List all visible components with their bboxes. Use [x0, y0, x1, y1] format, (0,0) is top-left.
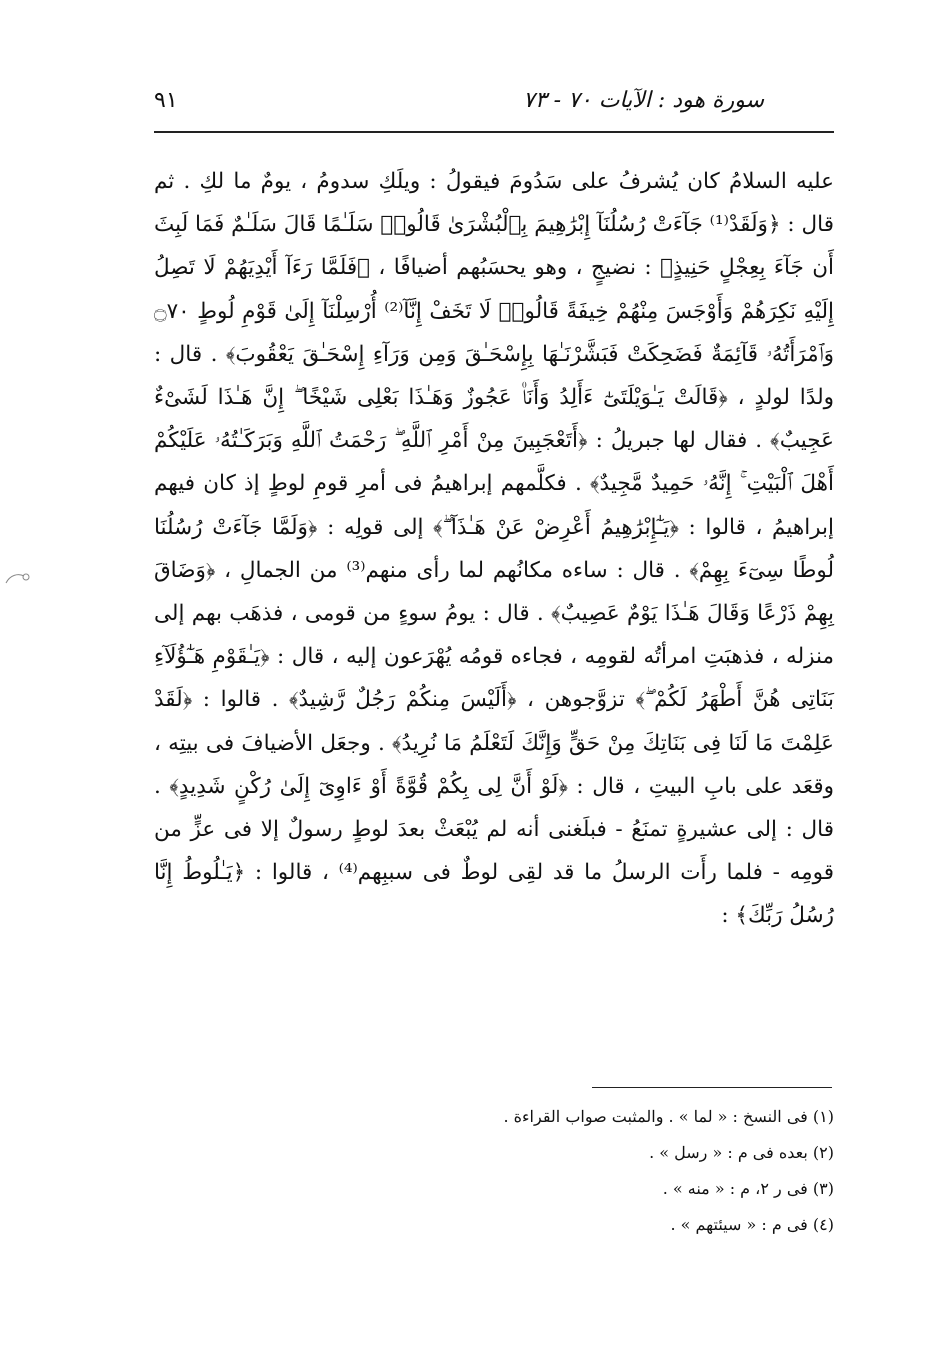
footnote-4: (٤) فى م : « سيئتهم » . [670, 1215, 834, 1234]
surah-title: سورة هود : الآيات ٧٠ - ٧٣ [523, 88, 764, 113]
footnote-1: (١) فى النسخ : « لما » . والمثبت صواب القراءة . [503, 1107, 834, 1126]
header-rule [154, 131, 834, 133]
body-text [154, 160, 834, 938]
page-header [154, 88, 834, 128]
footnote-rule [592, 1087, 832, 1088]
body-paragraph: عليه السلامُ كان يُشرفُ على سَدُومَ فيقولُ : ويلَكِ سدومُ ، يومٌ ما لكِ . ثم قال : ﴿وَلَقَدْ⁽¹⁾ جَآءَتْ رُسُلُنَآ إِبْرَٰهِيمَ بِٱلْبُشْرَىٰ قَالُوا۟ سَلَـٰمًا قَالَ سَلَـٰمٌ فَمَا لَبِثَ أَن جَآءَ بِعِجْلٍ حَنِيذٍ﴾ : نضيجٍ ، وهو يحسَبُهم أضيافًا ، ﴿فَلَمَّا رَءَآ أَيْدِيَهُمْ لَا تَصِلُ إِلَيْهِ نَكِرَهُمْ وَأَوْجَسَ مِنْهُمْ خِيفَةً قَالُوا۟ لَا تَخَفْ إِنَّآ⁽²⁾ أُرْسِلْنَآ إِلَىٰ قَوْمِ لُوطٍ ۝٧٠ وَٱمْرَأَتُهُۥ قَآئِمَةٌ فَضَحِكَتْ فَبَشَّرْنَـٰهَا بِإِسْحَـٰقَ وَمِن وَرَآءِ إِسْحَـٰقَ يَعْقُوبَ﴾ . قال : ولدًا لولدٍ ، ﴿قَالَتْ يَـٰوَيْلَتَىٰٓ ءَأَلِدُ وَأَنَا۠ عَجُوزٌ وَهَـٰذَا بَعْلِى شَيْخًا ۖ إِنَّ هَـٰذَا لَشَىْءٌ عَجِيبٌ﴾ . فقال لها جبريلُ : ﴿أَتَعْجَبِينَ مِنْ أَمْرِ ٱللَّهِ ۖ رَحْمَتُ ٱللَّهِ وَبَرَكَـٰتُهُۥ عَلَيْكُمْ أَهْلَ ٱلْبَيْتِ ۚ إِنَّهُۥ حَمِيدٌ مَّجِيدٌ﴾ . فكلَّمهم إبراهيمُ فى أمرِ قومِ لوطٍ إذ كان فيهم إبراهيمُ ، قالوا : ﴿يَـٰٓإِبْرَٰهِيمُ أَعْرِضْ عَنْ هَـٰذَآ ۖ﴾ إلى قولِه : ﴿وَلَمَّا جَآءَتْ رُسُلُنَا لُوطًا سِىٓءَ بِهِمْ﴾ . قال : ساءه مكانُهم لما رأى منهم⁽³⁾ من الجمالِ ، ﴿وَضَاقَ بِهِمْ ذَرْعًا وَقَالَ هَـٰذَا يَوْمٌ عَصِيبٌ﴾ . قال : يومُ سوءٍ من قومى ، فذهَب بهم إلى منزله ، فذهبَتِ امرأتُه لقومِه ، فجاءه قومُه يُهْرَعون إليه ، قال : ﴿يَـٰقَوْمِ هَـٰٓؤُلَآءِ بَنَاتِى هُنَّ أَطْهَرُ لَكُمْ ۖ﴾ تزوَّجوهن ، ﴿أَلَيْسَ مِنكُمْ رَجُلٌ رَّشِيدٌ﴾ . قالوا : ﴿لَقَدْ عَلِمْتَ مَا لَنَا فِى بَنَاتِكَ مِنْ حَقٍّ وَإِنَّكَ لَتَعْلَمُ مَا نُرِيدُ﴾ . وجعَل الأضيافَ فى بيتِه ، وقعَد على بابِ البيتِ ، قال : ﴿لَوْ أَنَّ لِى بِكُمْ قُوَّةً أَوْ ءَاوِىٓ إِلَىٰ رُكْنٍ شَدِيدٍ﴾ . قال : إلى عشيرةٍ تمنَعُ - فبلَغنى أنه لم يُبْعَثْ بعدَ لوطٍ رسولٌ إلا فى عزٍّ من قومِه - فلما رأَت الرسلُ ما قد لقِى لوطٌ فى سببِهم⁽⁴⁾ ، قالوا : ﴿يَـٰلُوطُ إِنَّا رُسُلُ رَبِّكَ﴾ : [154, 169, 835, 929]
margin-mark-icon [2, 567, 32, 589]
footnotes [154, 1102, 834, 1246]
footnote-3: (٣) فى ر ٢، م : « منه » . [662, 1179, 834, 1198]
footnote-2: (٢) بعده فى م : « رسل » . [649, 1143, 834, 1162]
page-number: ٩١ [154, 88, 178, 113]
